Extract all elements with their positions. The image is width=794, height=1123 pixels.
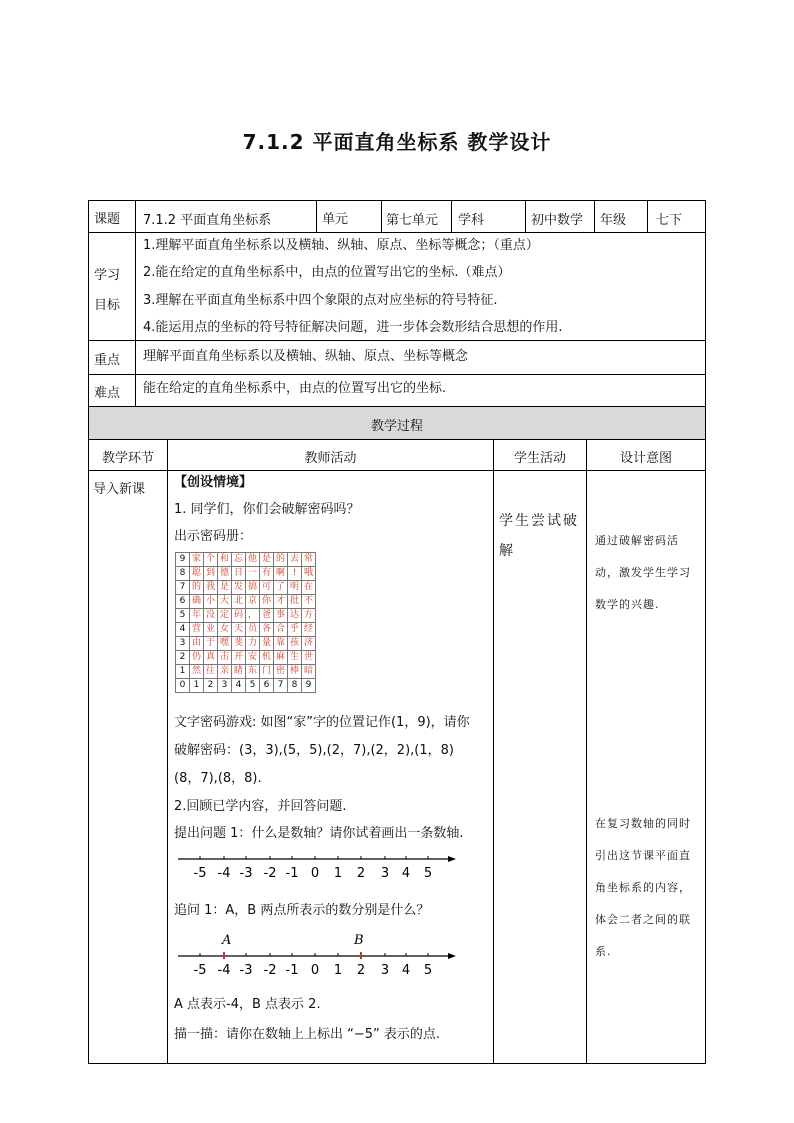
axis-tick-label: -5 [193, 866, 207, 881]
grade-label: 年级 [600, 213, 627, 228]
stage-text: 导入新课 [93, 482, 146, 497]
codebook-axis-cell: 6 [260, 679, 274, 693]
question-number-line: 提出问题 1：什么是数轴？请你试着画出一条数轴. [174, 826, 464, 841]
codebook-char-cell: 去 [288, 553, 302, 567]
codebook-char-cell: 年 [190, 609, 204, 623]
codebook-char-cell: 不 [302, 595, 316, 609]
codebook-char-cell: 机 [260, 651, 274, 665]
codebook-char-cell: 有 [260, 567, 274, 581]
codebook-char-cell: 哦 [302, 567, 316, 581]
course-label: 课题 [94, 212, 121, 227]
axis-tick-label: 4 [401, 963, 411, 978]
codebook-row [176, 567, 316, 581]
axis-tick-label: -3 [239, 866, 253, 881]
codebook-char-cell: 爸 [260, 609, 274, 623]
goals-label-cell [88, 232, 136, 341]
codebook-char-cell: 是 [260, 553, 274, 567]
codebook-char-cell: 密 [274, 665, 288, 679]
codebook-char-cell: 睹 [232, 665, 246, 679]
codebook-char-cell: 开 [232, 651, 246, 665]
codebook-char-cell: 在 [302, 581, 316, 595]
review-text: 2.回顾已学内容，并回答问题. [174, 799, 347, 814]
goals-label-1: 学习 [94, 268, 121, 283]
codebook-grid [175, 552, 316, 693]
axis-tick-label: 2 [356, 963, 366, 978]
codebook-char-cell: 确 [190, 595, 204, 609]
codebook-char-cell: 乎 [288, 623, 302, 637]
codebook-axis-cell: 5 [246, 679, 260, 693]
codebook-char-cell: 力 [246, 637, 260, 651]
codebook-row [176, 679, 316, 693]
codebook-char-cell: 往 [204, 665, 218, 679]
question-1: 1. 同学们，你们会破解密码吗？ [174, 502, 360, 517]
key-point-text: 理解平面直角坐标系以及横轴、纵轴、原点、坐标等概念 [143, 349, 469, 364]
codebook-char-cell: 于 [204, 637, 218, 651]
axis-tick-label: 5 [423, 963, 433, 978]
codebook-char-cell: 然 [190, 665, 204, 679]
number-line-1 [174, 849, 464, 885]
codebook-row [176, 651, 316, 665]
axis-tick-label: 5 [423, 866, 433, 881]
header-teacher: 教师活动 [304, 451, 357, 466]
axis-tick-label: 3 [380, 963, 390, 978]
codebook-char-cell: 门 [260, 665, 274, 679]
draw-text: 描一描：请你在数轴上上标出 “−5” 表示的点. [174, 1027, 441, 1042]
codebook-char-cell: 搞 [246, 581, 260, 595]
codebook-char-cell: 的 [274, 553, 288, 567]
codebook-char-cell: 到 [204, 567, 218, 581]
codebook-char-cell: ! [288, 567, 302, 581]
point-b-label: B [354, 933, 364, 948]
grade-value: 七下 [656, 213, 683, 228]
codebook-char-cell: 量 [260, 637, 274, 651]
axis-tick-label: 4 [401, 866, 411, 881]
codebook-char-cell: 常 [302, 553, 316, 567]
codebook-char-cell: 麻 [274, 651, 288, 665]
codebook-char-cell: 暗 [302, 665, 316, 679]
codebook-char-cell: 忘 [232, 553, 246, 567]
codebook-char-cell: 员 [246, 623, 260, 637]
axis-tick-label: 2 [356, 866, 366, 881]
codebook-char-cell: 斐 [232, 637, 246, 651]
axis-tick-label: -5 [193, 963, 207, 978]
follow-question: 追问 1：A，B 两点所表示的数分别是什么？ [174, 903, 430, 918]
codebook-char-cell: 的 [190, 581, 204, 595]
codebook-axis-cell: 5 [176, 609, 190, 623]
codebook-axis-cell: 8 [288, 679, 302, 693]
codebook-row [176, 581, 316, 595]
difficulty-label: 难点 [94, 386, 121, 401]
codebook-row [176, 665, 316, 679]
header-student: 学生活动 [513, 451, 566, 466]
axis-tick-label: -2 [263, 866, 277, 881]
goal-item-2: 2.能在给定的直角坐标系中，由点的位置写出它的坐标.（难点） [143, 265, 511, 280]
codebook-char-cell: 由 [190, 637, 204, 651]
course-value: 7.1.2 平面直角坐标系 [143, 213, 272, 228]
codebook-axis-cell: 3 [218, 679, 232, 693]
codebook-char-cell: 了 [274, 581, 288, 595]
codebook-char-cell: 嘿 [218, 637, 232, 651]
difficulty-text: 能在给定的直角坐标系中，由点的位置写出它的坐标. [143, 381, 447, 396]
codebook-char-cell: 一 [246, 567, 260, 581]
codebook-char-cell: 你 [260, 595, 274, 609]
goal-item-1: 1.理解平面直角坐标系以及横轴、纵轴、原点、坐标等概念；（重点） [143, 238, 539, 253]
codebook-char-cell: 棒 [288, 665, 302, 679]
subject-value: 初中数学 [531, 213, 584, 228]
codebook-row [176, 553, 316, 567]
codebook-char-cell: 亲 [218, 665, 232, 679]
header-stage: 教学环节 [101, 451, 154, 466]
game-text-3: (8，7),(8，8). [174, 771, 262, 786]
codebook-row [176, 623, 316, 637]
codebook-char-cell: 德 [218, 567, 232, 581]
codebook-char-cell: 才 [274, 595, 288, 609]
stage-cell [88, 470, 168, 1064]
section-title: 【创设情境】 [174, 475, 253, 490]
game-text-2: 破解密码：(3，3),(5，5),(2，7),(2，2),(1，8) [174, 743, 454, 758]
axis-tick-label: 0 [310, 866, 320, 881]
codebook-char-cell: 小 [204, 595, 218, 609]
goals-label-2: 目标 [94, 298, 121, 313]
codebook-char-cell: 聪 [190, 567, 204, 581]
answer-text: A 点表示-4，B 点表示 2. [174, 997, 321, 1012]
codebook-row [176, 595, 316, 609]
codebook-char-cell: 我 [204, 581, 218, 595]
codebook-char-cell: 营 [190, 623, 204, 637]
codebook-char-cell: 方 [302, 609, 316, 623]
codebook-char-cell: 击 [218, 651, 232, 665]
codebook-char-cell: 业 [204, 623, 218, 637]
codebook-char-cell: 大 [218, 595, 232, 609]
codebook-char-cell: 经 [302, 623, 316, 637]
axis-tick-label: -4 [217, 963, 231, 978]
axis-tick-label: 1 [333, 963, 343, 978]
codebook-axis-cell: 6 [176, 595, 190, 609]
codebook-char-cell: 天 [232, 623, 246, 637]
codebook-axis-cell: 1 [190, 679, 204, 693]
axis-tick-label: -3 [239, 963, 253, 978]
codebook-char-cell: 女 [218, 623, 232, 637]
intent-text-2: 在复习数轴的同时引出这节课平面直角坐标系的内容，体会二者之间的联系. [595, 817, 691, 958]
codebook-char-cell: 啊 [274, 567, 288, 581]
codebook-char-cell: 北 [232, 595, 246, 609]
goal-item-4: 4.能运用点的坐标的符号特征解决问题，进一步体会数形结合思想的作用. [143, 320, 563, 335]
codebook-axis-cell: 4 [176, 623, 190, 637]
student-text: 学生尝试破解 [499, 513, 579, 559]
axis-tick-label: -1 [285, 866, 299, 881]
codebook-char-cell: 生 [288, 651, 302, 665]
codebook-char-cell: 个 [204, 553, 218, 567]
codebook-char-cell: 家 [190, 553, 204, 567]
codebook-axis-cell: 2 [204, 679, 218, 693]
codebook-char-cell: 批 [288, 595, 302, 609]
process-title: 教学过程 [370, 419, 423, 434]
codebook-char-cell: 日 [232, 567, 246, 581]
axis-tick-label: 3 [380, 866, 390, 881]
number-line-2 [174, 928, 464, 980]
codebook-char-cell: 合 [274, 623, 288, 637]
document-title: 7.1.2 平面直角坐标系 教学设计 [242, 130, 552, 154]
unit-value: 第七单元 [386, 213, 439, 228]
codebook-char-cell: 世 [302, 651, 316, 665]
codebook-row [176, 609, 316, 623]
codebook-char-cell: 定 [218, 609, 232, 623]
key-point-label: 重点 [94, 353, 121, 368]
codebook-char-cell: 安 [246, 651, 260, 665]
codebook-char-cell: 仍 [190, 651, 204, 665]
intent-text-1: 通过破解密码活动，激发学生学习数学的兴趣. [595, 534, 691, 611]
axis-arrow [448, 856, 456, 862]
codebook-axis-cell: 9 [176, 553, 190, 567]
codebook-axis-cell: 2 [176, 651, 190, 665]
codebook-char-cell: 明 [288, 581, 302, 595]
game-text-1: 文字密码游戏: 如图“家”字的位置记作(1，9)，请你 [174, 715, 470, 730]
codebook-char-cell: 各 [260, 623, 274, 637]
codebook-char-cell: 靠 [274, 637, 288, 651]
codebook-axis-cell: 4 [232, 679, 246, 693]
axis-tick-label: -4 [217, 866, 231, 881]
codebook-char-cell: 可 [260, 581, 274, 595]
codebook-char-cell: 孩 [288, 637, 302, 651]
point-a-label: A [222, 933, 232, 948]
axis-tick-label: 1 [333, 866, 343, 881]
codebook-char-cell: 他 [246, 553, 260, 567]
codebook-char-cell: 没 [204, 609, 218, 623]
codebook-char-cell: 达 [288, 609, 302, 623]
codebook-axis-cell: 8 [176, 567, 190, 581]
unit-label: 单元 [322, 212, 349, 227]
axis-arrow [448, 953, 456, 959]
codebook-axis-cell: 3 [176, 637, 190, 651]
codebook-char-cell: 东 [246, 665, 260, 679]
codebook-axis-cell: 9 [302, 679, 316, 693]
codebook-char-cell: 码 [232, 609, 246, 623]
codebook-char-cell: 是 [218, 581, 232, 595]
codebook-char-cell: 真 [204, 651, 218, 665]
codebook-char-cell: 发 [232, 581, 246, 595]
subject-label: 学科 [458, 213, 485, 228]
header-intent: 设计意图 [619, 451, 672, 466]
codebook-axis-cell: 0 [176, 679, 190, 693]
codebook-char-cell: 和 [218, 553, 232, 567]
goal-item-3: 3.理解在平面直角坐标系中四个象限的点对应坐标的符号特征. [143, 293, 498, 308]
codebook-axis-cell: 7 [176, 581, 190, 595]
axis-tick-label: -2 [263, 963, 277, 978]
codebook-char-cell: ， [246, 609, 260, 623]
codebook-char-cell: 事 [274, 609, 288, 623]
codebook-axis-cell: 7 [274, 679, 288, 693]
axis-tick-label: -1 [285, 963, 299, 978]
codebook-char-cell: 济 [302, 637, 316, 651]
codebook-axis-cell: 1 [176, 665, 190, 679]
show-codebook: 出示密码册： [174, 529, 253, 544]
axis-tick-label: 0 [310, 963, 320, 978]
codebook-char-cell: 京 [246, 595, 260, 609]
codebook-row [176, 637, 316, 651]
